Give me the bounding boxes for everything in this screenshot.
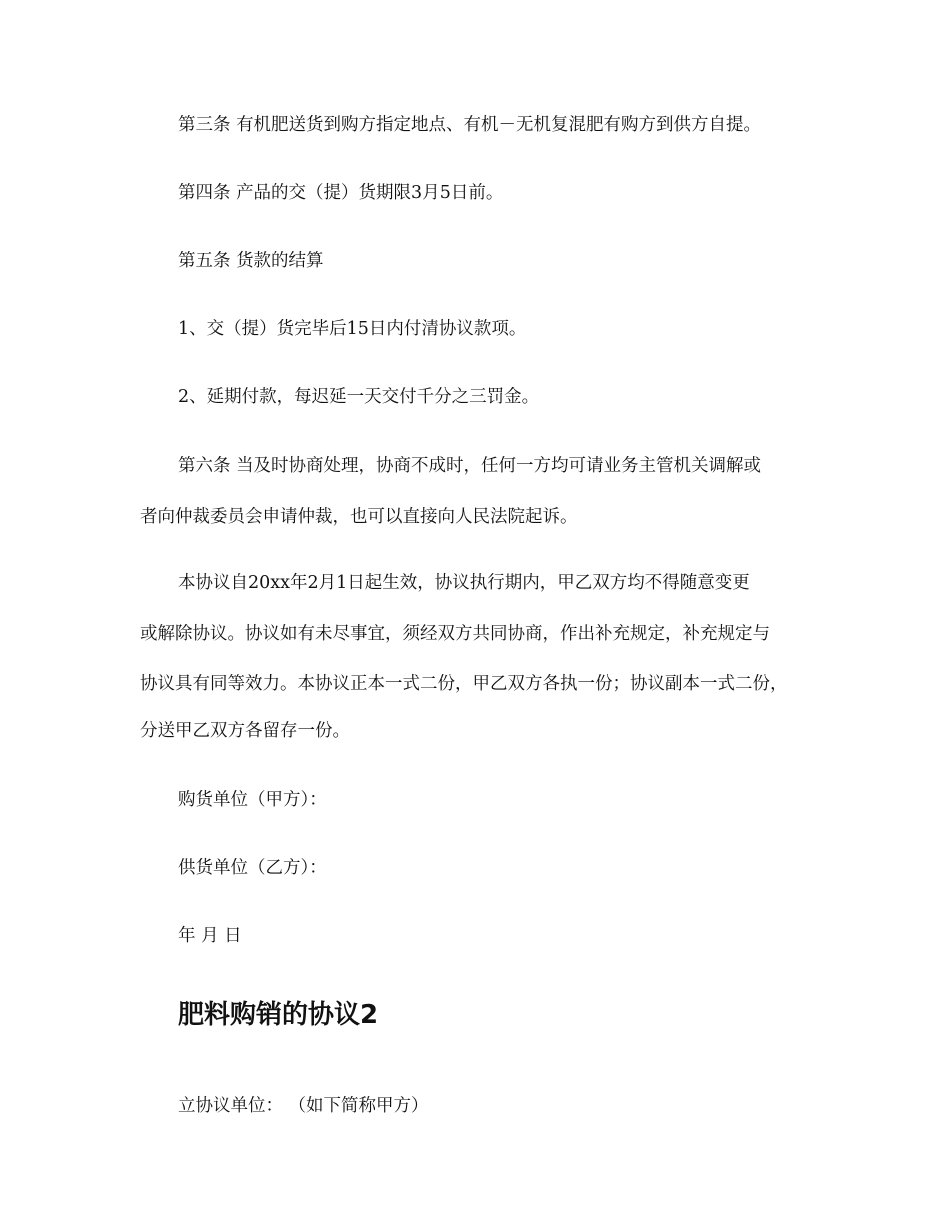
section-heading: 肥料购销的协议2: [178, 1000, 379, 1030]
supplier-signature-line: 供货单位（乙方）：: [178, 858, 327, 878]
article-6-line-2: 者向仲裁委员会申请仲裁，也可以直接向人民法院起诉。: [140, 507, 578, 527]
date-line: 年 月 日: [178, 926, 242, 946]
effective-line-2: 或解除协议。协议如有未尽事宜，须经双方共同协商，作出补充规定，补充规定与: [140, 624, 770, 644]
effective-line-3: 协议具有同等效力。本协议正本一式二份，甲乙双方各执一份；协议副本一式二份，: [140, 674, 788, 694]
article-6-line-1: 第六条 当及时协商处理，协商不成时，任何一方均可请业务主管机关调解或: [178, 456, 762, 476]
effective-line-1: 本协议自20xx年2月1日起生效，协议执行期内，甲乙双方均不得随意变更: [178, 573, 750, 593]
buyer-signature-line: 购货单位（甲方）：: [178, 790, 327, 810]
article-3: 第三条 有机肥送货到购方指定地点、有机－无机复混肥有购方到供方自提。: [178, 115, 762, 135]
article-5-item-1: 1、交（提）货完毕后15日内付清协议款项。: [178, 319, 527, 339]
article-5-item-2: 2、延期付款，每迟延一天交付千分之三罚金。: [178, 387, 540, 407]
article-4: 第四条 产品的交（提）货期限3月5日前。: [178, 183, 504, 203]
effective-line-4: 分送甲乙双方各留存一份。: [140, 721, 350, 741]
party-line: 立协议单位： （如下简称甲方）: [178, 1096, 429, 1116]
article-5-title: 第五条 货款的结算: [178, 251, 324, 271]
